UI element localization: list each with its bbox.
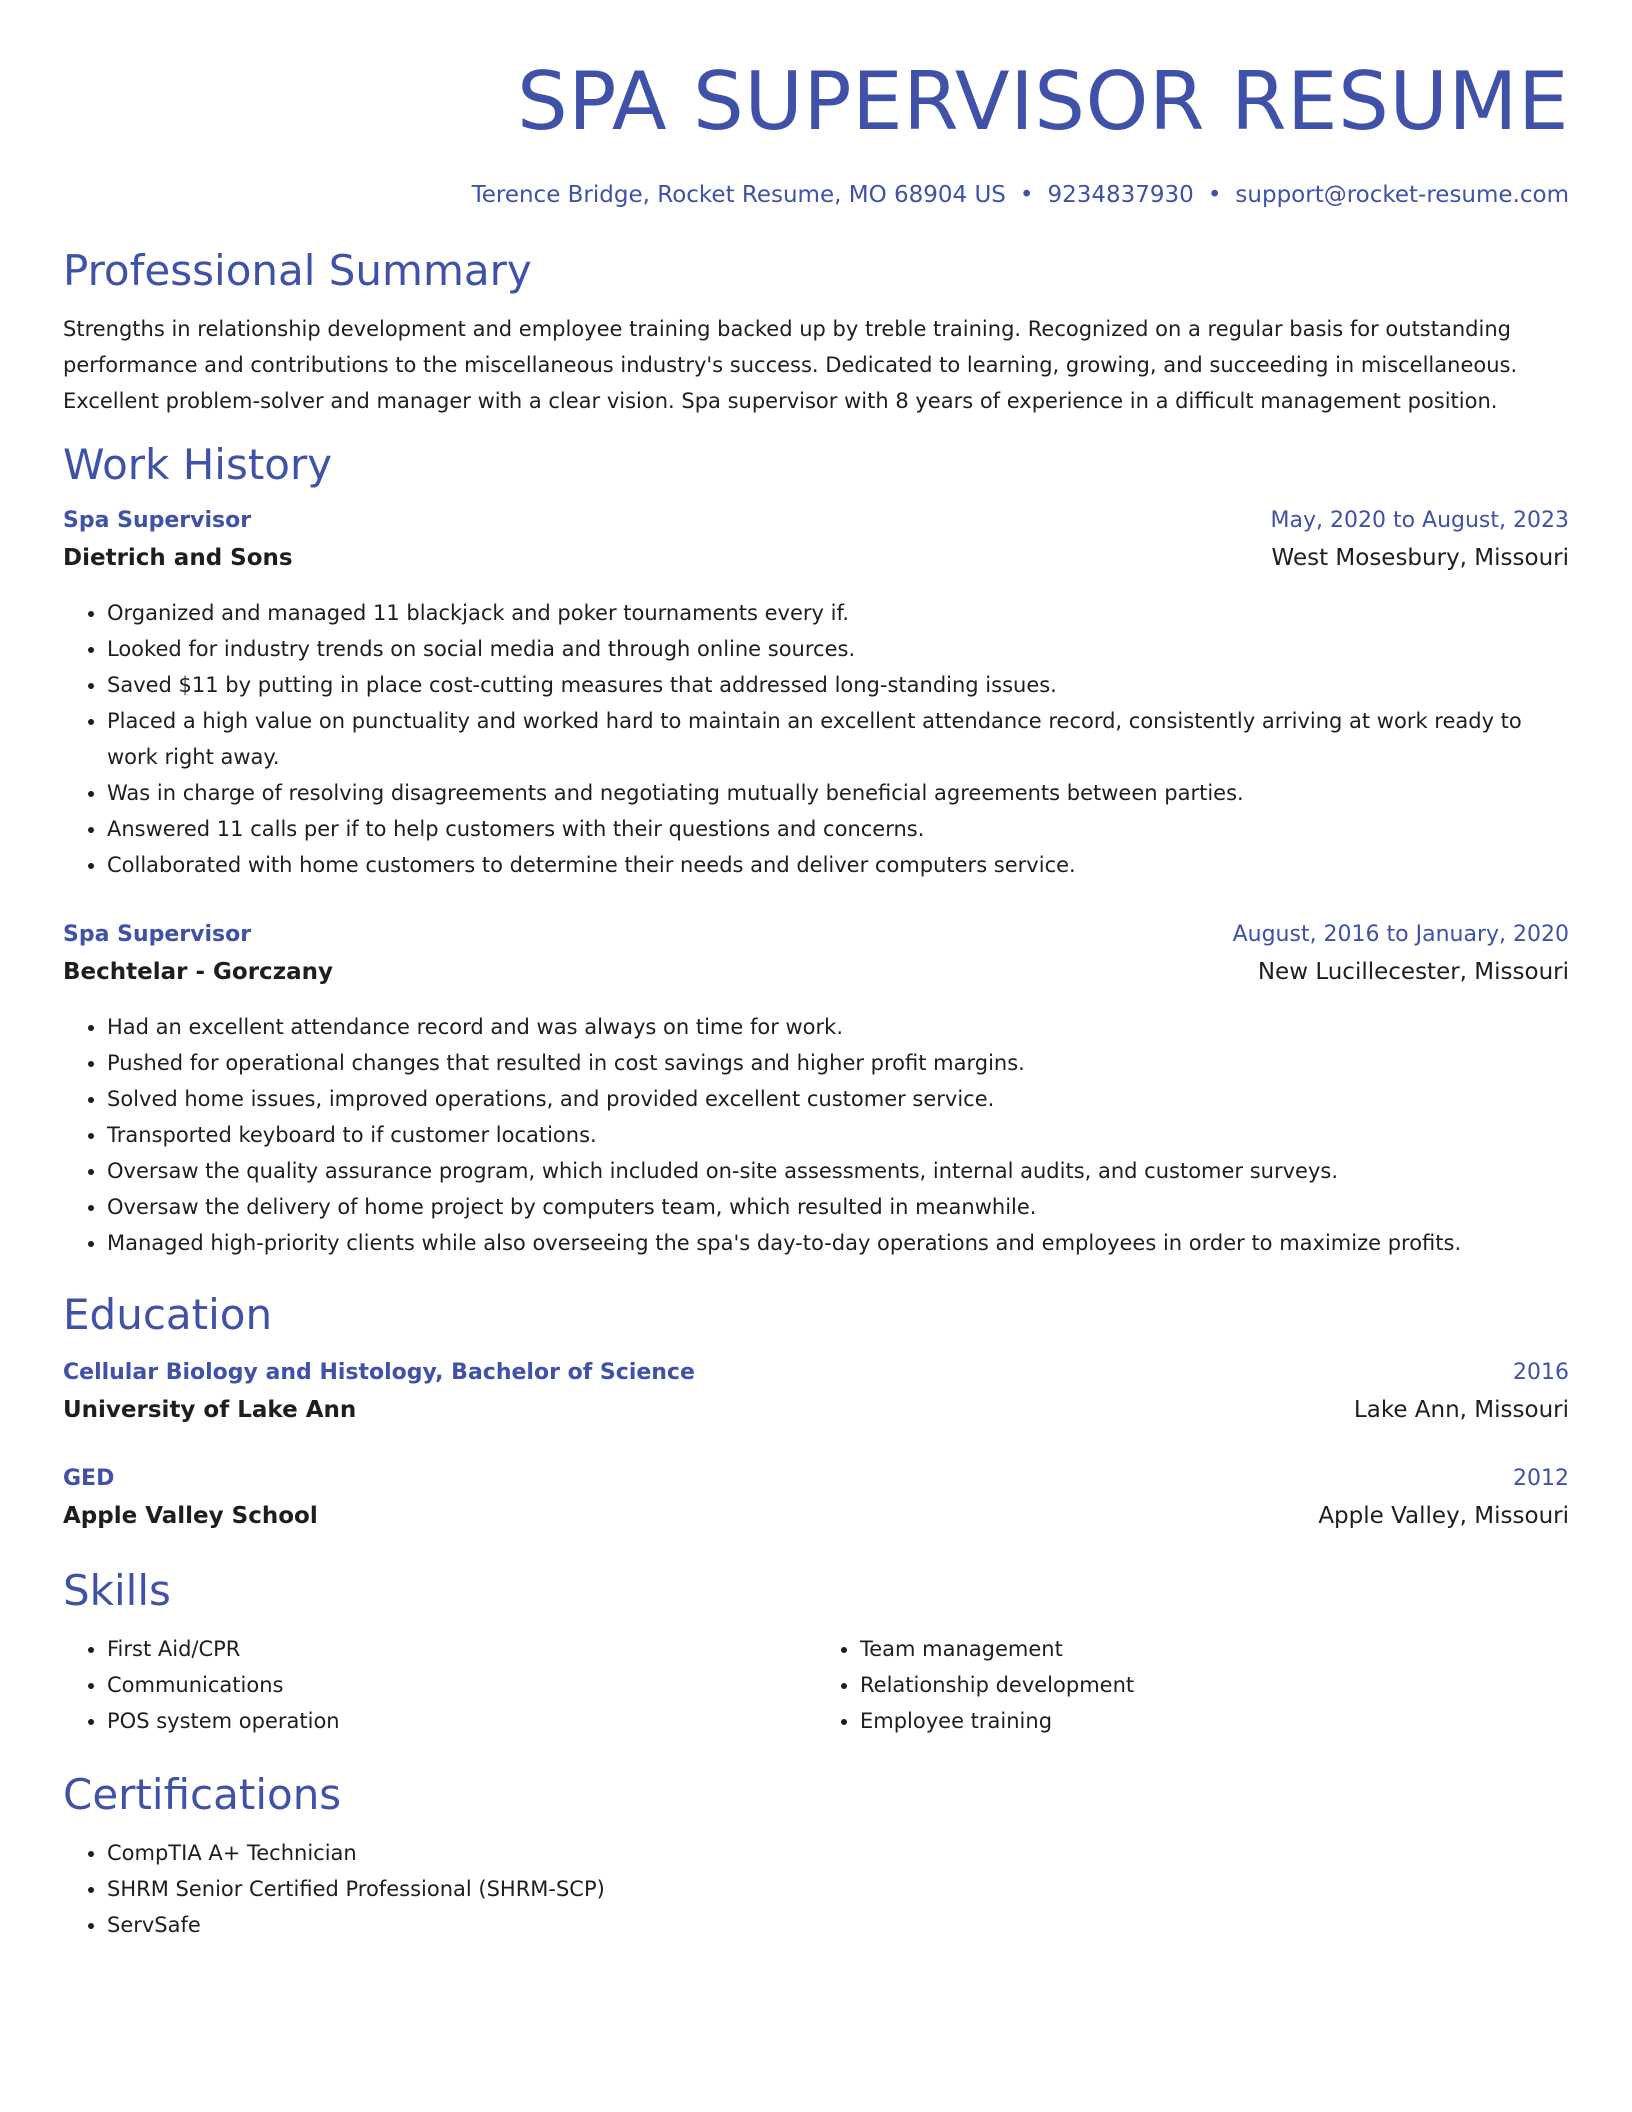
certifications-list xyxy=(63,1835,1569,1943)
contact-separator: • xyxy=(1019,182,1034,208)
list-item: • First Aid/CPR xyxy=(107,1631,816,1667)
education-location: Lake Ann, Missouri xyxy=(1353,1397,1569,1423)
list-item: • Employee training xyxy=(860,1703,1569,1739)
job-entry xyxy=(63,503,1569,883)
list-item: • Organized and managed 11 blackjack and poker tournaments every if. xyxy=(107,595,1569,631)
work-history-section xyxy=(63,439,1569,1261)
contact-line xyxy=(63,180,1569,210)
education-degree: GED xyxy=(63,1466,115,1491)
list-item: • Transported keyboard to if customer locations. xyxy=(107,1117,1569,1153)
list-item: • Oversaw the quality assurance program, which included on-site assessments, internal audits, and customer surveys. xyxy=(107,1153,1569,1189)
education-location: Apple Valley, Missouri xyxy=(1318,1503,1569,1529)
skills-heading: Skills xyxy=(63,1566,171,1615)
contact-address: Terence Bridge, Rocket Resume, MO 68904 US xyxy=(471,182,1006,208)
summary-section xyxy=(63,245,1569,419)
education-school: University of Lake Ann xyxy=(63,1397,357,1423)
list-item: • Oversaw the delivery of home project by computers team, which resulted in meanwhile. xyxy=(107,1189,1569,1225)
education-entry xyxy=(63,1461,1569,1535)
list-item: • Answered 11 calls per if to help customers with their questions and concerns. xyxy=(107,811,1569,847)
education-heading: Education xyxy=(63,1290,273,1339)
list-item: • Pushed for operational changes that resulted in cost savings and higher profit margins. xyxy=(107,1045,1569,1081)
contact-separator: • xyxy=(1207,182,1222,208)
skills-list-left xyxy=(63,1631,816,1739)
summary-heading: Professional Summary xyxy=(63,246,532,295)
job-location: West Mosesbury, Missouri xyxy=(1271,545,1569,571)
job-title: Spa Supervisor xyxy=(63,508,252,533)
list-item: • Solved home issues, improved operations, and provided excellent customer service. xyxy=(107,1081,1569,1117)
list-item: • Relationship development xyxy=(860,1667,1569,1703)
contact-email: support@rocket-resume.com xyxy=(1235,182,1569,208)
list-item: • Team management xyxy=(860,1631,1569,1667)
education-entry xyxy=(63,1355,1569,1429)
skills-section xyxy=(63,1565,1569,1739)
list-item: • Managed high-priority clients while also overseeing the spa's day-to-day operations and employees in order to maximize profits. xyxy=(107,1225,1569,1261)
education-school: Apple Valley School xyxy=(63,1503,318,1529)
job-title: Spa Supervisor xyxy=(63,922,252,947)
list-item: • SHRM Senior Certified Professional (SHRM-SCP) xyxy=(107,1871,1569,1907)
list-item: • Placed a high value on punctuality and worked hard to maintain an excellent attendance record, consistently arriving at work ready to work right away. xyxy=(107,703,1569,775)
certifications-heading: Certifications xyxy=(63,1770,342,1819)
job-company: Dietrich and Sons xyxy=(63,545,293,571)
education-degree: Cellular Biology and Histology, Bachelor of Science xyxy=(63,1360,695,1385)
job-location: New Lucillecester, Missouri xyxy=(1257,959,1569,985)
job-dates: May, 2020 to August, 2023 xyxy=(1270,508,1569,533)
education-year: 2012 xyxy=(1513,1466,1569,1491)
list-item: • Looked for industry trends on social media and through online sources. xyxy=(107,631,1569,667)
job-bullets xyxy=(63,1009,1569,1261)
job-entry xyxy=(63,917,1569,1261)
list-item: • ServSafe xyxy=(107,1907,1569,1943)
certifications-section xyxy=(63,1769,1569,1943)
list-item: • Was in charge of resolving disagreements and negotiating mutually beneficial agreements between parties. xyxy=(107,775,1569,811)
list-item: • Communications xyxy=(107,1667,816,1703)
work-history-heading: Work History xyxy=(63,440,333,489)
summary-text: Strengths in relationship development and employee training backed up by treble training. Recognized on a regular basis for outstanding performance and contributions to the miscellaneous industry's success. Dedicated to learning, growing, and succeeding in miscellaneous. Excellent problem-solver and manager with a clear vision. Spa supervisor with 8 years of experience in a difficult management position. xyxy=(63,317,1518,413)
list-item: • Collaborated with home customers to determine their needs and deliver computers service. xyxy=(107,847,1569,883)
job-bullets xyxy=(63,595,1569,883)
list-item: • Had an excellent attendance record and was always on time for work. xyxy=(107,1009,1569,1045)
job-dates: August, 2016 to January, 2020 xyxy=(1232,922,1569,947)
education-section xyxy=(63,1289,1569,1535)
skills-list-right xyxy=(816,1631,1569,1739)
job-company: Bechtelar - Gorczany xyxy=(63,959,333,985)
skills-columns xyxy=(63,1631,1569,1739)
list-item: • Saved $11 by putting in place cost-cutting measures that addressed long-standing issues. xyxy=(107,667,1569,703)
contact-phone: 9234837930 xyxy=(1047,182,1194,208)
education-year: 2016 xyxy=(1513,1360,1569,1385)
list-item: • POS system operation xyxy=(107,1703,816,1739)
resume-title: SPA SUPERVISOR RESUME xyxy=(516,55,1569,148)
list-item: • CompTIA A+ Technician xyxy=(107,1835,1569,1871)
